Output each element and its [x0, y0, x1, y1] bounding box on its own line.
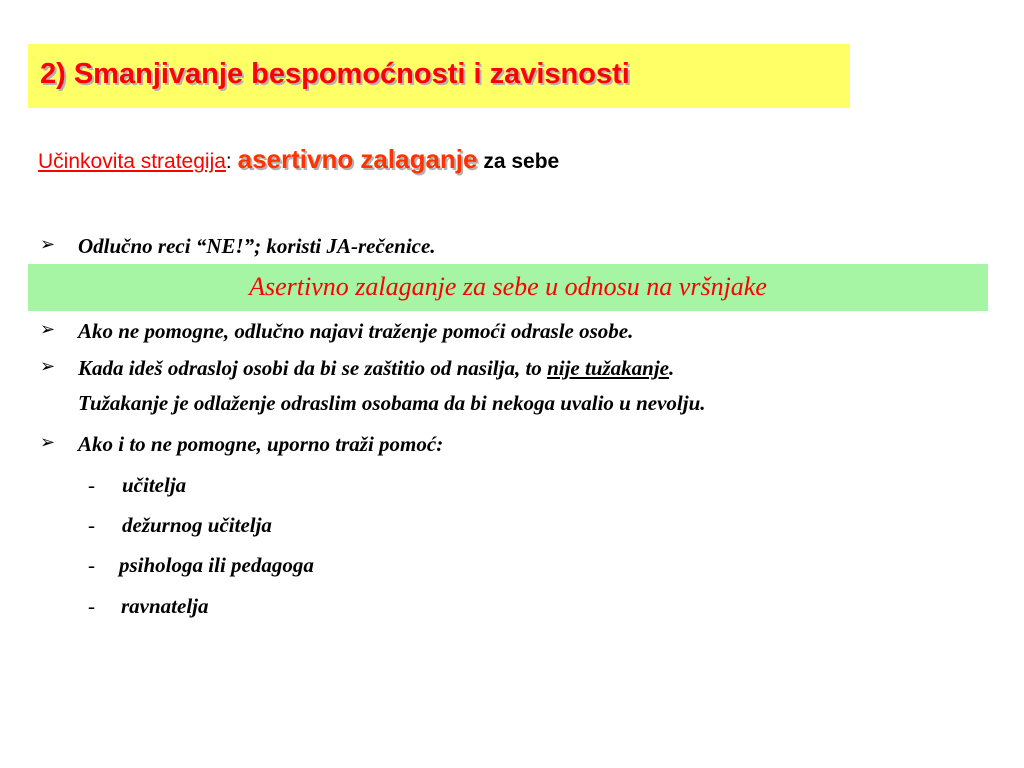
dash-bullet: -: [88, 473, 95, 497]
strategy-colon: :: [225, 150, 232, 173]
highlight-band: [28, 264, 988, 311]
bullet-text-part: .: [669, 356, 675, 380]
arrow-bullet-icon: ➢: [40, 432, 56, 453]
arrow-bullet-icon: ➢: [40, 234, 56, 255]
arrow-bullet-icon: ➢: [40, 319, 56, 340]
bullet-text-line2: Tužakanje je odlaženje odraslim osobama da bi nekoga uvalio u nevolju.: [78, 391, 706, 415]
bullet-text-underlined: nije tužakanje: [547, 356, 670, 380]
sub-item-text: učitelja: [122, 473, 187, 497]
strategy-emphasis: asertivno zalaganje: [237, 144, 478, 174]
bullet-text: Ako i to ne pomogne, uporno traži pomoć:: [78, 432, 444, 456]
dash-bullet: -: [88, 513, 95, 537]
bullet-text: [78, 356, 674, 381]
sub-item-text: ravnatelja: [121, 594, 209, 618]
strategy-label: Učinkovita strategija: [38, 150, 226, 173]
bullet-text: Odlučno reci “NE!”; koristi JA-rečenice.: [78, 234, 436, 258]
title-box: [28, 44, 850, 108]
bullet-text-part: Kada ideš odrasloj osobi da bi se zaštitio od nasilja, to: [78, 356, 548, 380]
strategy-rest: za sebe: [483, 150, 560, 173]
slide-title: 2) Smanjivanje bespomoćnosti i zavisnosti: [40, 58, 630, 90]
highlight-text: Asertivno zalaganje za sebe u odnosu na vršnjake: [249, 272, 767, 301]
dash-bullet: -: [88, 553, 95, 577]
sub-item-text: dežurnog učitelja: [122, 513, 272, 537]
arrow-bullet-icon: ➢: [40, 356, 56, 377]
dash-bullet: -: [88, 594, 95, 618]
sub-item-text: psihologa ili pedagoga: [119, 553, 314, 577]
bullet-text: Ako ne pomogne, odlučno najavi traženje pomoći odrasle osobe.: [78, 319, 634, 343]
strategy-line: [38, 144, 559, 175]
